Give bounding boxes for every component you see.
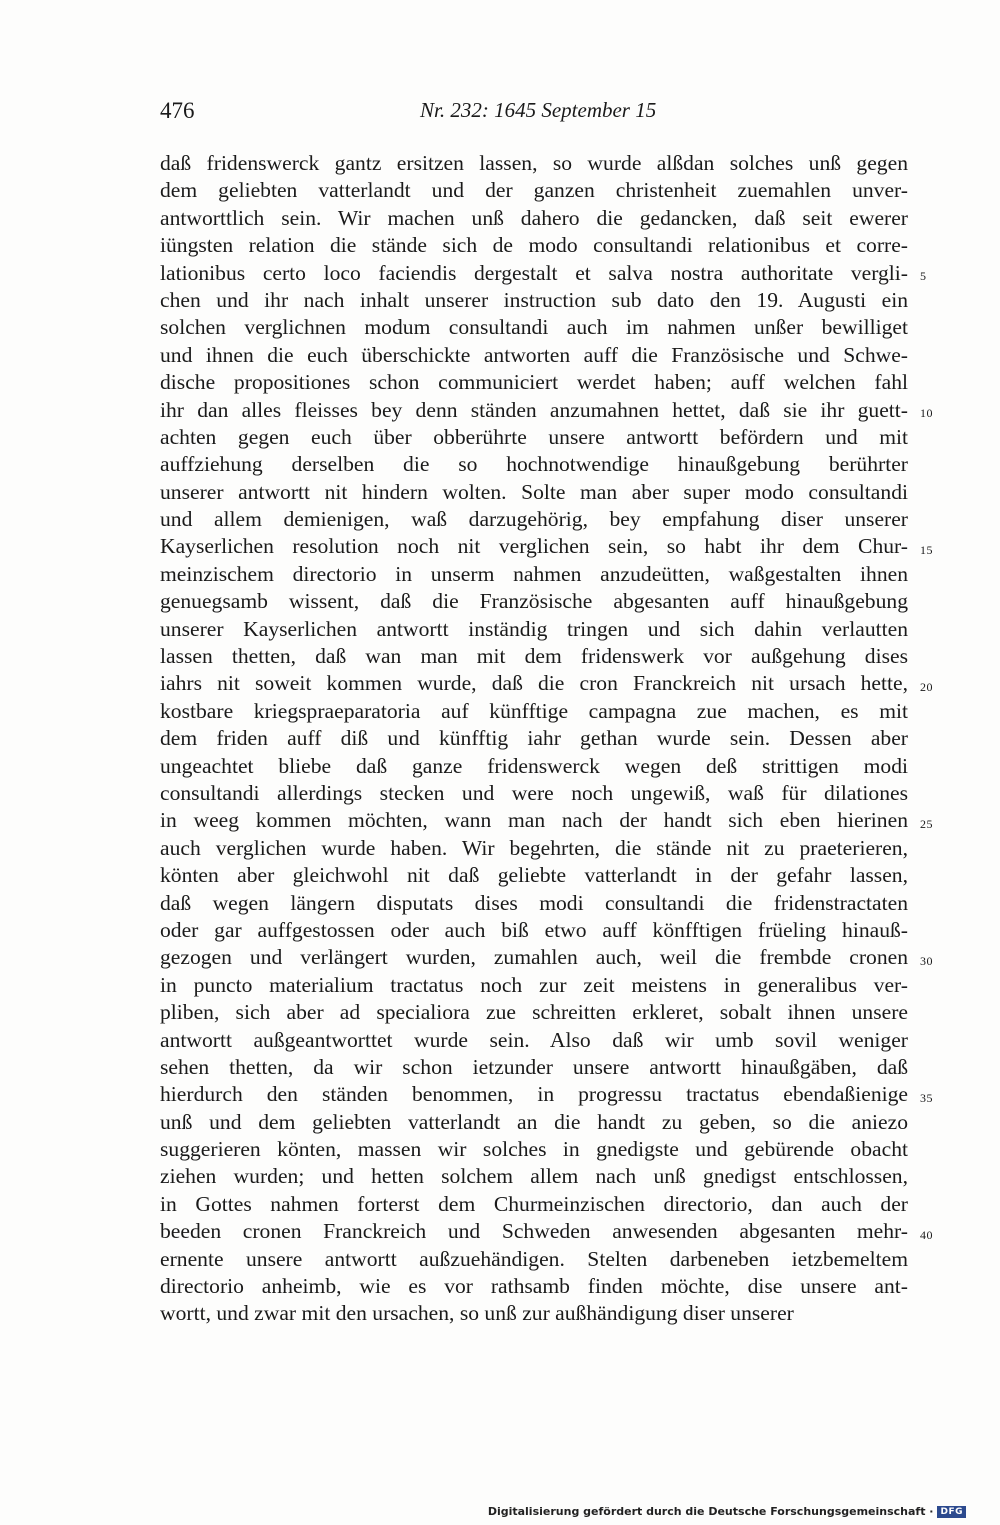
text-line: auch verglichen wurde haben. Wir begehrten, die stände nit zu praeterieren,	[160, 835, 908, 860]
text-line: dem friden auff diß und künfftig iahr gethan wurde sein. Dessen aber	[160, 726, 908, 751]
text-line: suggerieren könten, massen wir solches in gnedigste und gebürende obacht	[160, 1137, 908, 1162]
text-line: directorio anheimb, wie es vor rathsamb finden möchte, dise unsere ant-	[160, 1274, 908, 1299]
text-line: beeden cronen Franckreich und Schweden anwesenden abgesanten mehr-	[160, 1219, 908, 1244]
text-line: pliben, sich aber ad specialiora zue schreitten erkleret, sobalt ihnen unsere	[160, 1000, 908, 1025]
text-line: antworttlich sein. Wir machen unß dahero die gedancken, daß seit ewerer	[160, 205, 908, 230]
text-line: dische propositiones schon communiciert werdet haben; auff welchen fahl	[160, 370, 908, 395]
text-line: unß und dem geliebten vatterlandt an die handt zu geben, so die aniezo	[160, 1109, 908, 1134]
footer-credit: Digitalisierung gefördert durch die Deutsche Forschungsgemeinschaft ·	[487, 1505, 934, 1518]
text-line: genuegsamb wissent, daß die Französische abgesanten auff hinaußgebung	[160, 589, 908, 614]
margin-line-number: 10	[920, 405, 933, 420]
margin-line-number: 30	[920, 953, 933, 968]
text-line: könten aber gleichwohl nit daß geliebte vatterlandt in der gefahr lassen,	[160, 863, 908, 888]
text-line: auffziehung derselben die so hochnotwendige hinaußgebung berührter	[160, 452, 908, 477]
text-line: meinzischem directorio in unserm nahmen anzudeütten, waßgestalten ihnen	[160, 561, 908, 586]
text-line: gezogen und verlängert wurden, zumahlen auch, weil die frembde cronen	[160, 945, 908, 970]
text-line: ziehen wurden; und hetten solchem allem nach unß gnedigst entschlossen,	[160, 1164, 908, 1189]
margin-line-number: 40	[920, 1227, 933, 1242]
text-line: oder gar auffgestossen oder auch biß etwo auff könfftigen früeling hinauß-	[160, 917, 908, 942]
text-line: achten gegen euch über obberührte unsere antwortt befördern und mit	[160, 424, 908, 449]
text-line: daß fridenswerck gantz ersitzen lassen, so wurde alßdan solches unß gegen	[160, 151, 908, 175]
text-line: iahrs nit soweit kommen wurde, daß die cron Franckreich nit ursach hette,	[160, 671, 908, 696]
margin-line-number: 5	[920, 268, 927, 283]
text-line: antwortt außgeantworttet wurde sein. Also daß wir umb sovil weniger	[160, 1027, 908, 1052]
running-head: Nr. 232: 1645 September 15	[420, 98, 657, 122]
text-line: consultandi allerdings stecken und were noch ungewiß, waß für dilationes	[160, 780, 908, 805]
margin-line-number: 15	[920, 542, 933, 557]
text-line: unserer antwortt nit hindern wolten. Solte man aber super modo consultandi	[160, 479, 908, 504]
text-line: und ihnen die euch überschickte antworten auff die Französische und Schwe-	[160, 342, 908, 367]
text-line: dem geliebten vatterlandt und der ganzen christenheit zuemahlen unver-	[160, 178, 908, 203]
text-line: solchen verglichnen modum consultandi auch im nahmen unßer bewilliget	[160, 315, 908, 340]
text-line: ihr dan alles fleisses bey denn ständen anzumahnen hettet, daß sie ihr guett-	[160, 397, 908, 422]
text-line: und allem demienigen, waß darzugehörig, bey empfahung diser unserer	[160, 507, 908, 532]
text-line: wortt, und zwar mit den ursachen, so unß zur außhändigung diser unserer	[160, 1301, 794, 1326]
footer	[488, 1505, 966, 1518]
page-number: 476	[160, 98, 195, 123]
text-line: chen und ihr nach inhalt unserer instruction sub dato den 19. Augusti ein	[160, 287, 908, 312]
text-line: kostbare kriegspraeparatoria auf künfftige campagna zue machen, es mit	[160, 698, 908, 723]
text-line: Kayserlichen resolution noch nit verglichen sein, so habt ihr dem Chur-	[160, 534, 908, 559]
margin-line-number: 25	[920, 816, 933, 831]
text-line: in puncto materialium tractatus noch zur zeit meistens in generalibus ver-	[160, 972, 908, 997]
margin-line-number: 20	[920, 679, 933, 694]
text-line: iüngsten relation die stände sich de modo consultandi relationibus et corre-	[160, 233, 908, 258]
dfg-logo: DFG	[937, 1506, 966, 1518]
text-line: unserer Kayserlichen antwortt inständig tringen und sich dahin verlautten	[160, 616, 908, 641]
text-line: lassen thetten, daß wan man mit dem fridenswerk vor außgehung dises	[160, 644, 908, 669]
text-line: sehen thetten, da wir schon ietzunder unsere antwortt hinaußgäben, daß	[160, 1054, 908, 1079]
margin-line-number: 35	[920, 1090, 933, 1105]
body-text	[160, 150, 908, 1328]
text-line: hierdurch den ständen benommen, in progressu tractatus ebendaßienige	[160, 1082, 908, 1107]
text-line: lationibus certo loco faciendis dergestalt et salva nostra authoritate vergli-	[160, 260, 908, 285]
text-line: in Gottes nahmen forterst dem Churmeinzischen directorio, dan auch der	[160, 1191, 908, 1216]
text-line: daß wegen längern disputats dises modi consultandi die fridenstractaten	[160, 890, 908, 915]
text-line: ernente unsere antwortt außzuehändigen. Stelten darbeneben ietzbemeltem	[160, 1246, 908, 1271]
text-line: ungeachtet bliebe daß ganze fridenswerck wegen deß strittigen modi	[160, 753, 908, 778]
text-line: in weeg kommen möchten, wann man nach der handt sich eben hierinen	[160, 808, 908, 833]
